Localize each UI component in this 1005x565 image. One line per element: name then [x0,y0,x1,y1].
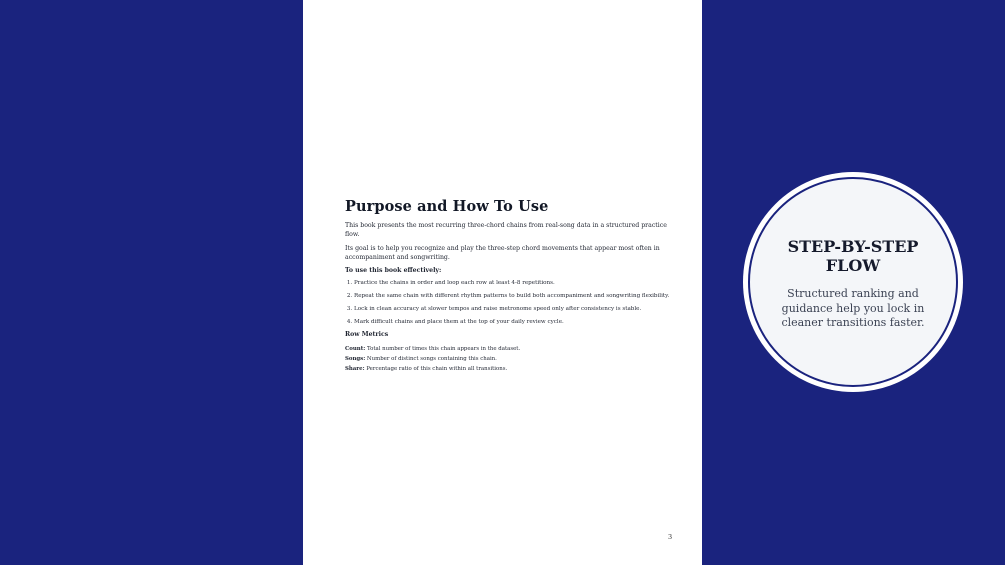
callout-circle [743,172,963,392]
metric-share [345,364,675,374]
document-page [303,0,702,565]
goal-paragraph: Its goal is to help you recognize and play the three-step chord movements that appear most often in accompaniment and songwriting. [345,245,660,261]
steps-list [345,279,675,326]
page-title: Purpose and How To Use [345,198,549,215]
metric-desc: Number of distinct songs containing this chain. [366,356,497,362]
metric-term: Songs: [345,356,366,362]
step-item: 2. Repeat the same chain with different rhythm patterns to build both accompaniment and songwriting flexibility. [354,292,675,300]
step-item: 1. Practice the chains in order and loop each row at least 4-8 repetitions. [354,279,675,287]
page-number: 3 [668,533,673,541]
metric-songs [345,354,675,364]
metric-desc: Total number of times this chain appears in the dataset. [366,346,521,352]
metric-desc: Percentage ratio of this chain within all transitions. [366,366,508,372]
callout-inner-circle [748,177,958,387]
callout-title: STEP-BY-STEP FLOW [787,237,919,275]
metric-count [345,344,675,354]
metric-term: Count: [345,346,366,352]
use-heading: To use this book effectively: [345,267,442,274]
page-content [345,198,675,374]
callout-body: Structured ranking and guidance help you lock in cleaner transitions faster. [781,287,925,329]
metric-term: Share: [345,366,365,372]
step-item: 3. Lock in clean accuracy at slower tempos and raise metronome speed only after consistency is stable. [354,305,675,313]
metrics-heading: Row Metrics [345,331,389,338]
step-item: 4. Mark difficult chains and place them at the top of your daily review cycle. [354,318,675,326]
intro-paragraph: This book presents the most recurring three-chord chains from real-song data in a structured practice flow. [345,222,667,238]
